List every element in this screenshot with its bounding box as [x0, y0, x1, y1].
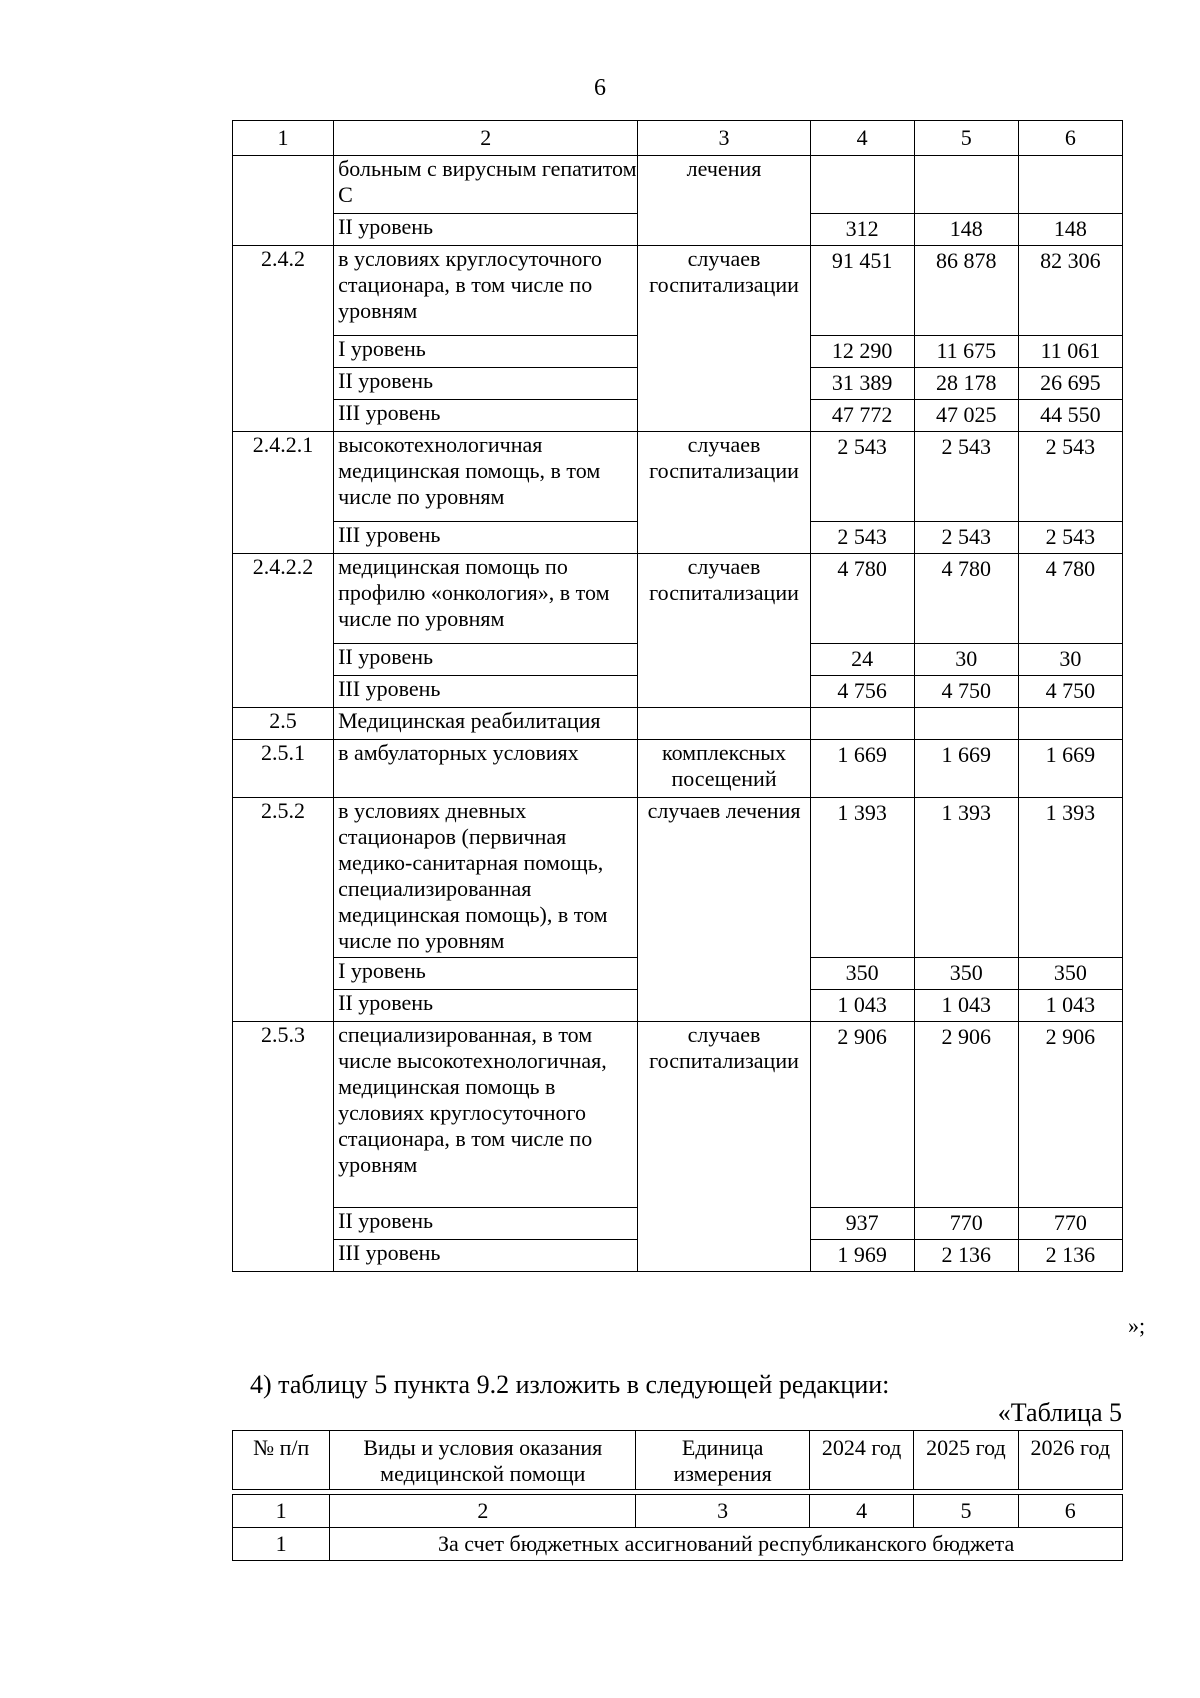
value-cell: 28 178	[914, 368, 1018, 400]
column-number-cell: 4	[809, 1495, 913, 1528]
value-cell: 1 669	[1018, 740, 1122, 798]
value-cell: 47 025	[914, 400, 1018, 432]
value-cell: 1 669	[914, 740, 1018, 798]
row-unit-cell: лечения	[638, 156, 810, 246]
table-row	[233, 432, 1123, 522]
table-header-row	[233, 121, 1123, 156]
header-cell: 5	[914, 121, 1018, 156]
value-cell: 2 906	[810, 1022, 914, 1208]
value-cell: 44 550	[1018, 400, 1122, 432]
value-cell: 2 136	[914, 1240, 1018, 1272]
value-cell: 148	[1018, 214, 1122, 246]
value-cell: 1 393	[1018, 798, 1122, 958]
header-cell: 2025 год	[914, 1431, 1018, 1490]
value-cell: 24	[810, 644, 914, 676]
value-cell: 31 389	[810, 368, 914, 400]
value-cell: 350	[810, 958, 914, 990]
value-cell: 1 043	[914, 990, 1018, 1022]
table-row	[233, 554, 1123, 644]
row-number-cell: 2.5.1	[233, 740, 334, 798]
column-number-cell: 2	[330, 1495, 636, 1528]
page-number: 6	[594, 75, 606, 101]
row-number-cell: 2.4.2.1	[233, 432, 334, 554]
column-number-cell: 5	[914, 1495, 1018, 1528]
value-cell: 4 750	[914, 676, 1018, 708]
table-row	[233, 740, 1123, 798]
table-row	[233, 798, 1123, 958]
table-caption: «Таблица 5	[997, 1398, 1122, 1427]
value-cell: 1 393	[914, 798, 1018, 958]
value-cell	[1018, 156, 1122, 214]
row-unit-cell: случаев госпитализации	[638, 432, 810, 554]
header-cell: 4	[810, 121, 914, 156]
row-name-cell: высокотехнологичная медицинская помощь, в том числе по уровням	[334, 432, 638, 522]
value-cell: 1 043	[810, 990, 914, 1022]
level-name-cell: III уровень	[334, 676, 638, 708]
header-cell: Виды и условия оказания медицинской помощи	[330, 1431, 636, 1490]
column-number-cell: 6	[1018, 1495, 1122, 1528]
value-cell: 26 695	[1018, 368, 1122, 400]
header-cell: № п/п	[233, 1431, 330, 1490]
value-cell: 1 969	[810, 1240, 914, 1272]
row-name-cell: медицинская помощь по профилю «онкология», в том числе по уровням	[334, 554, 638, 644]
level-name-cell: II уровень	[334, 214, 638, 246]
level-name-cell: II уровень	[334, 990, 638, 1022]
header-cell: 6	[1018, 121, 1122, 156]
row-unit-cell: случаев госпитализации	[638, 554, 810, 708]
value-cell: 312	[810, 214, 914, 246]
value-cell: 1 043	[1018, 990, 1122, 1022]
row-number-cell: 2.4.2	[233, 246, 334, 432]
value-cell	[914, 708, 1018, 740]
value-cell: 30	[914, 644, 1018, 676]
section-number-cell: 1	[233, 1528, 330, 1561]
row-name-cell: в условиях дневных стационаров (первичная медико-санитарная помощь, специализированная медицинская помощь), в том числе по уровням	[334, 798, 638, 958]
value-cell: 11 061	[1018, 336, 1122, 368]
header-cell: 2024 год	[809, 1431, 913, 1490]
table-header-row	[233, 1431, 1123, 1490]
instruction-text: 4) таблицу 5 пункта 9.2 изложить в следующей редакции:	[250, 1370, 890, 1399]
value-cell: 2 543	[1018, 522, 1122, 554]
row-unit-cell: случаев госпитализации	[638, 246, 810, 432]
table-5	[232, 1430, 1123, 1561]
level-name-cell: I уровень	[334, 958, 638, 990]
value-cell: 2 543	[914, 522, 1018, 554]
value-cell: 30	[1018, 644, 1122, 676]
value-cell	[1018, 708, 1122, 740]
value-cell: 4 780	[1018, 554, 1122, 644]
level-name-cell: III уровень	[334, 400, 638, 432]
value-cell: 11 675	[914, 336, 1018, 368]
row-unit-cell: случаев лечения	[638, 798, 810, 1022]
level-name-cell: III уровень	[334, 1240, 638, 1272]
value-cell: 350	[914, 958, 1018, 990]
row-number-cell	[233, 156, 334, 246]
row-name-cell: в амбулаторных условиях	[334, 740, 638, 798]
value-cell: 82 306	[1018, 246, 1122, 336]
value-cell: 12 290	[810, 336, 914, 368]
table-row	[233, 156, 1123, 214]
value-cell	[914, 156, 1018, 214]
level-name-cell: III уровень	[334, 522, 638, 554]
header-cell: Единица измерения	[636, 1431, 810, 1490]
value-cell: 4 780	[810, 554, 914, 644]
value-cell: 2 906	[1018, 1022, 1122, 1208]
value-cell: 770	[1018, 1208, 1122, 1240]
row-number-cell: 2.5.2	[233, 798, 334, 1022]
value-cell: 2 906	[914, 1022, 1018, 1208]
value-cell: 148	[914, 214, 1018, 246]
row-name-cell: Медицинская реабилитация	[334, 708, 638, 740]
column-number-cell: 1	[233, 1495, 330, 1528]
value-cell: 2 543	[810, 522, 914, 554]
table-row	[233, 246, 1123, 336]
section-title-cell: За счет бюджетных ассигнований республиканского бюджета	[330, 1528, 1123, 1561]
value-cell: 4 756	[810, 676, 914, 708]
volume-table	[232, 120, 1123, 1272]
value-cell: 350	[1018, 958, 1122, 990]
value-cell: 47 772	[810, 400, 914, 432]
value-cell	[810, 156, 914, 214]
value-cell: 4 780	[914, 554, 1018, 644]
closing-quote: »;	[1128, 1313, 1146, 1338]
row-unit-cell	[638, 708, 810, 740]
value-cell: 770	[914, 1208, 1018, 1240]
value-cell: 2 543	[1018, 432, 1122, 522]
row-unit-cell: комплексных посещений	[638, 740, 810, 798]
row-name-cell: в условиях круглосуточного стационара, в том числе по уровням	[334, 246, 638, 336]
table-row	[233, 1022, 1123, 1208]
volume-table-body	[233, 121, 1123, 1272]
row-name-cell: специализированная, в том числе высокотехнологичная, медицинская помощь в условиях круглосуточного стационара, в том числе по уровням	[334, 1022, 638, 1208]
value-cell: 937	[810, 1208, 914, 1240]
row-unit-cell: случаев госпитализации	[638, 1022, 810, 1272]
table-row	[233, 708, 1123, 740]
value-cell: 1 669	[810, 740, 914, 798]
header-cell: 2	[334, 121, 638, 156]
header-cell: 1	[233, 121, 334, 156]
row-number-cell: 2.5	[233, 708, 334, 740]
row-number-cell: 2.4.2.2	[233, 554, 334, 708]
header-cell: 2026 год	[1018, 1431, 1122, 1490]
row-number-cell: 2.5.3	[233, 1022, 334, 1272]
value-cell: 4 750	[1018, 676, 1122, 708]
value-cell: 91 451	[810, 246, 914, 336]
column-number-row	[233, 1495, 1123, 1528]
level-name-cell: II уровень	[334, 644, 638, 676]
header-cell: 3	[638, 121, 810, 156]
value-cell: 2 136	[1018, 1240, 1122, 1272]
value-cell: 2 543	[810, 432, 914, 522]
level-name-cell: II уровень	[334, 368, 638, 400]
level-name-cell: II уровень	[334, 1208, 638, 1240]
value-cell: 1 393	[810, 798, 914, 958]
value-cell: 2 543	[914, 432, 1018, 522]
value-cell: 86 878	[914, 246, 1018, 336]
level-name-cell: I уровень	[334, 336, 638, 368]
section-row	[233, 1528, 1123, 1561]
value-cell	[810, 708, 914, 740]
row-name-cell: больным с вирусным гепатитом С	[334, 156, 638, 214]
column-number-cell: 3	[636, 1495, 810, 1528]
